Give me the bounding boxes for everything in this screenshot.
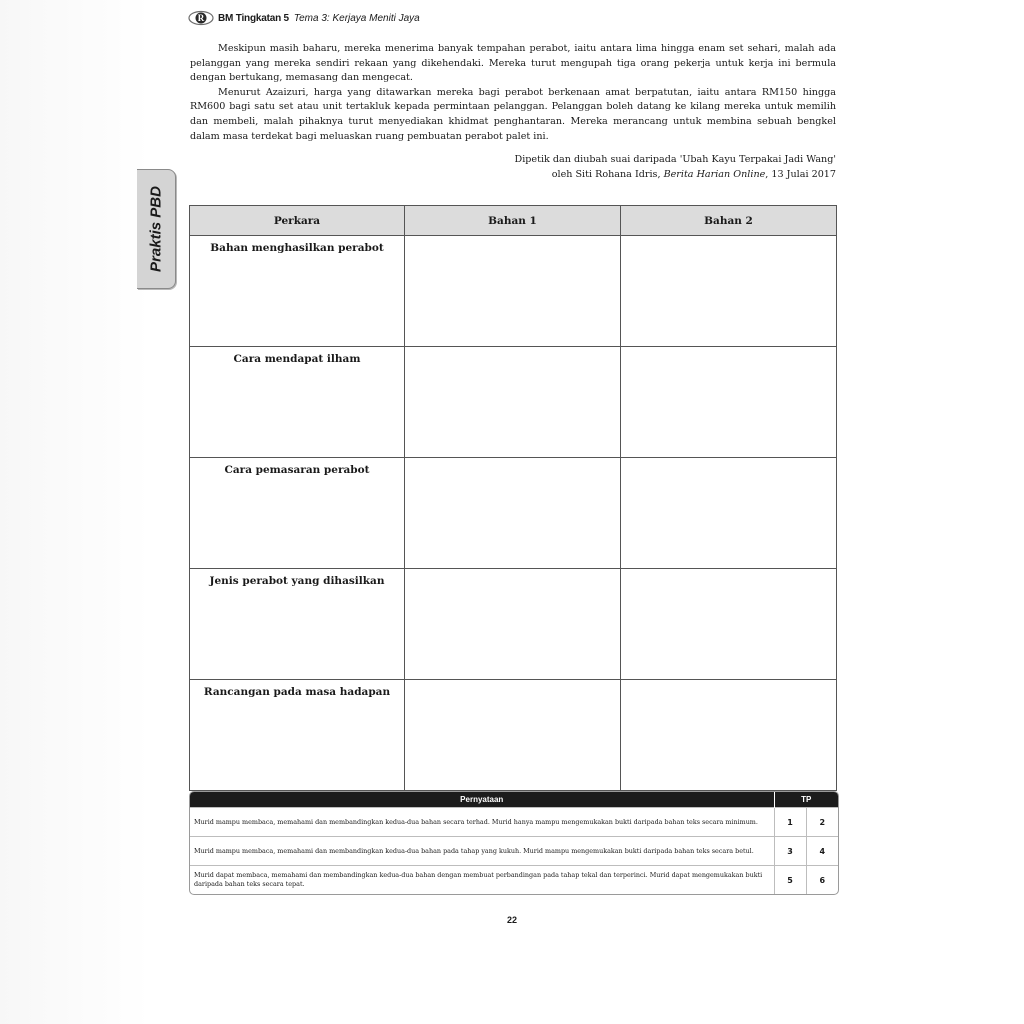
answer-cell-bahan-2[interactable] [621, 236, 837, 347]
row-label: Bahan menghasilkan perabot [190, 236, 405, 347]
source-line-1: Dipetik dan diubah suai daripada 'Ubah Kayu Terpakai Jadi Wang' [514, 154, 836, 165]
passage-paragraph: Meskipun masih baharu, mereka menerima banyak tempahan perabot, iaitu antara lima hingga enam set sehari, malah ada pelanggan yang mereka sendiri rekaan yang dikehendaki. Mereka turut mengupah tiga orang pekerja untuk kerja ini bermula dengan bertukang, memasang dan mengecat. [190, 43, 836, 84]
table-row [190, 236, 837, 347]
svg-text:R: R [197, 13, 205, 24]
side-tab [137, 169, 176, 289]
rubric-header-statement: Pernyataan [190, 792, 774, 808]
header-bahan-1: Bahan 1 [405, 206, 621, 236]
rubric-statement: Murid mampu membaca, memahami dan membandingkan kedua-dua bahan secara terhad. Murid hanya mampu mengemukakan bukti daripada bahan teks secara minimum. [190, 808, 774, 837]
rubric-header-tp: TP [774, 792, 838, 808]
table-row [190, 808, 838, 837]
answer-cell-bahan-2[interactable] [621, 458, 837, 569]
answer-cell-bahan-1[interactable] [405, 458, 621, 569]
passage-source [336, 152, 836, 182]
source-line-2 [336, 167, 836, 182]
header-theme: Tema 3: Kerjaya Meniti Jaya [293, 12, 420, 24]
table-row [190, 569, 837, 680]
side-tab-label: Praktis PBD [147, 186, 165, 272]
header-bahan-2: Bahan 2 [621, 206, 837, 236]
answer-cell-bahan-1[interactable] [405, 347, 621, 458]
row-label: Rancangan pada masa hadapan [190, 680, 405, 791]
rubric-statement: Murid mampu membaca, memahami dan membandingkan kedua-dua bahan pada tahap yang kukuh. Murid mampu mengemukakan bukti daripada bahan teks secara betul. [190, 837, 774, 866]
tp-level: 4 [806, 837, 838, 866]
answer-cell-bahan-1[interactable] [405, 680, 621, 791]
answer-cell-bahan-1[interactable] [405, 569, 621, 680]
tp-level: 5 [774, 866, 806, 895]
tp-level: 3 [774, 837, 806, 866]
row-label: Jenis perabot yang dihasilkan [190, 569, 405, 680]
table-row [190, 458, 837, 569]
row-label: Cara pemasaran perabot [190, 458, 405, 569]
page-gutter [0, 0, 150, 1024]
source-date: , 13 Julai 2017 [765, 169, 836, 180]
tp-level: 6 [806, 866, 838, 895]
table-row [190, 837, 838, 866]
passage-paragraph: Menurut Azaizuri, harga yang ditawarkan mereka bagi perabot berkenaan amat berpatutan, iaitu antara RM150 hingga RM600 bagi satu set atau unit tertakluk kepada permintaan pelanggan. Pelanggan boleh datang ke kilang mereka untuk memilih dan membeli, malah pihaknya turut menyediakan khidmat penghantaran. Mereka merancang untuk membina sebuah bengkel dalam masa terdekat bagi meluaskan ruang pembuatan perabot palet ini. [190, 86, 836, 142]
rubric-table [189, 791, 839, 895]
table-row [190, 680, 837, 791]
answer-cell-bahan-2[interactable] [621, 680, 837, 791]
answer-cell-bahan-2[interactable] [621, 347, 837, 458]
answer-cell-bahan-2[interactable] [621, 569, 837, 680]
source-author: oleh Siti Rohana Idris, [551, 169, 664, 180]
rubric-statement: Murid dapat membaca, memahami dan membandingkan kedua-dua bahan dengan membuat perbandingan pada tahap tekal dan terperinci. Murid dapat mengemukakan bukti daripada bahan teks secara tepat. [190, 866, 774, 895]
comparison-table [189, 205, 837, 791]
header-book-title: BM Tingkatan 5 [218, 12, 289, 24]
comparison-header-row [190, 206, 837, 236]
publisher-logo-icon [188, 10, 214, 26]
tp-level: 1 [774, 808, 806, 837]
answer-cell-bahan-1[interactable] [405, 236, 621, 347]
rubric-header-row [190, 792, 838, 808]
reading-passage [190, 42, 836, 144]
row-label: Cara mendapat ilham [190, 347, 405, 458]
table-row [190, 347, 837, 458]
running-header [188, 9, 420, 27]
tp-level: 2 [806, 808, 838, 837]
source-publication: Berita Harian Online [663, 169, 766, 180]
table-row [190, 866, 838, 895]
header-perkara: Perkara [190, 206, 405, 236]
page-number: 22 [506, 915, 517, 925]
